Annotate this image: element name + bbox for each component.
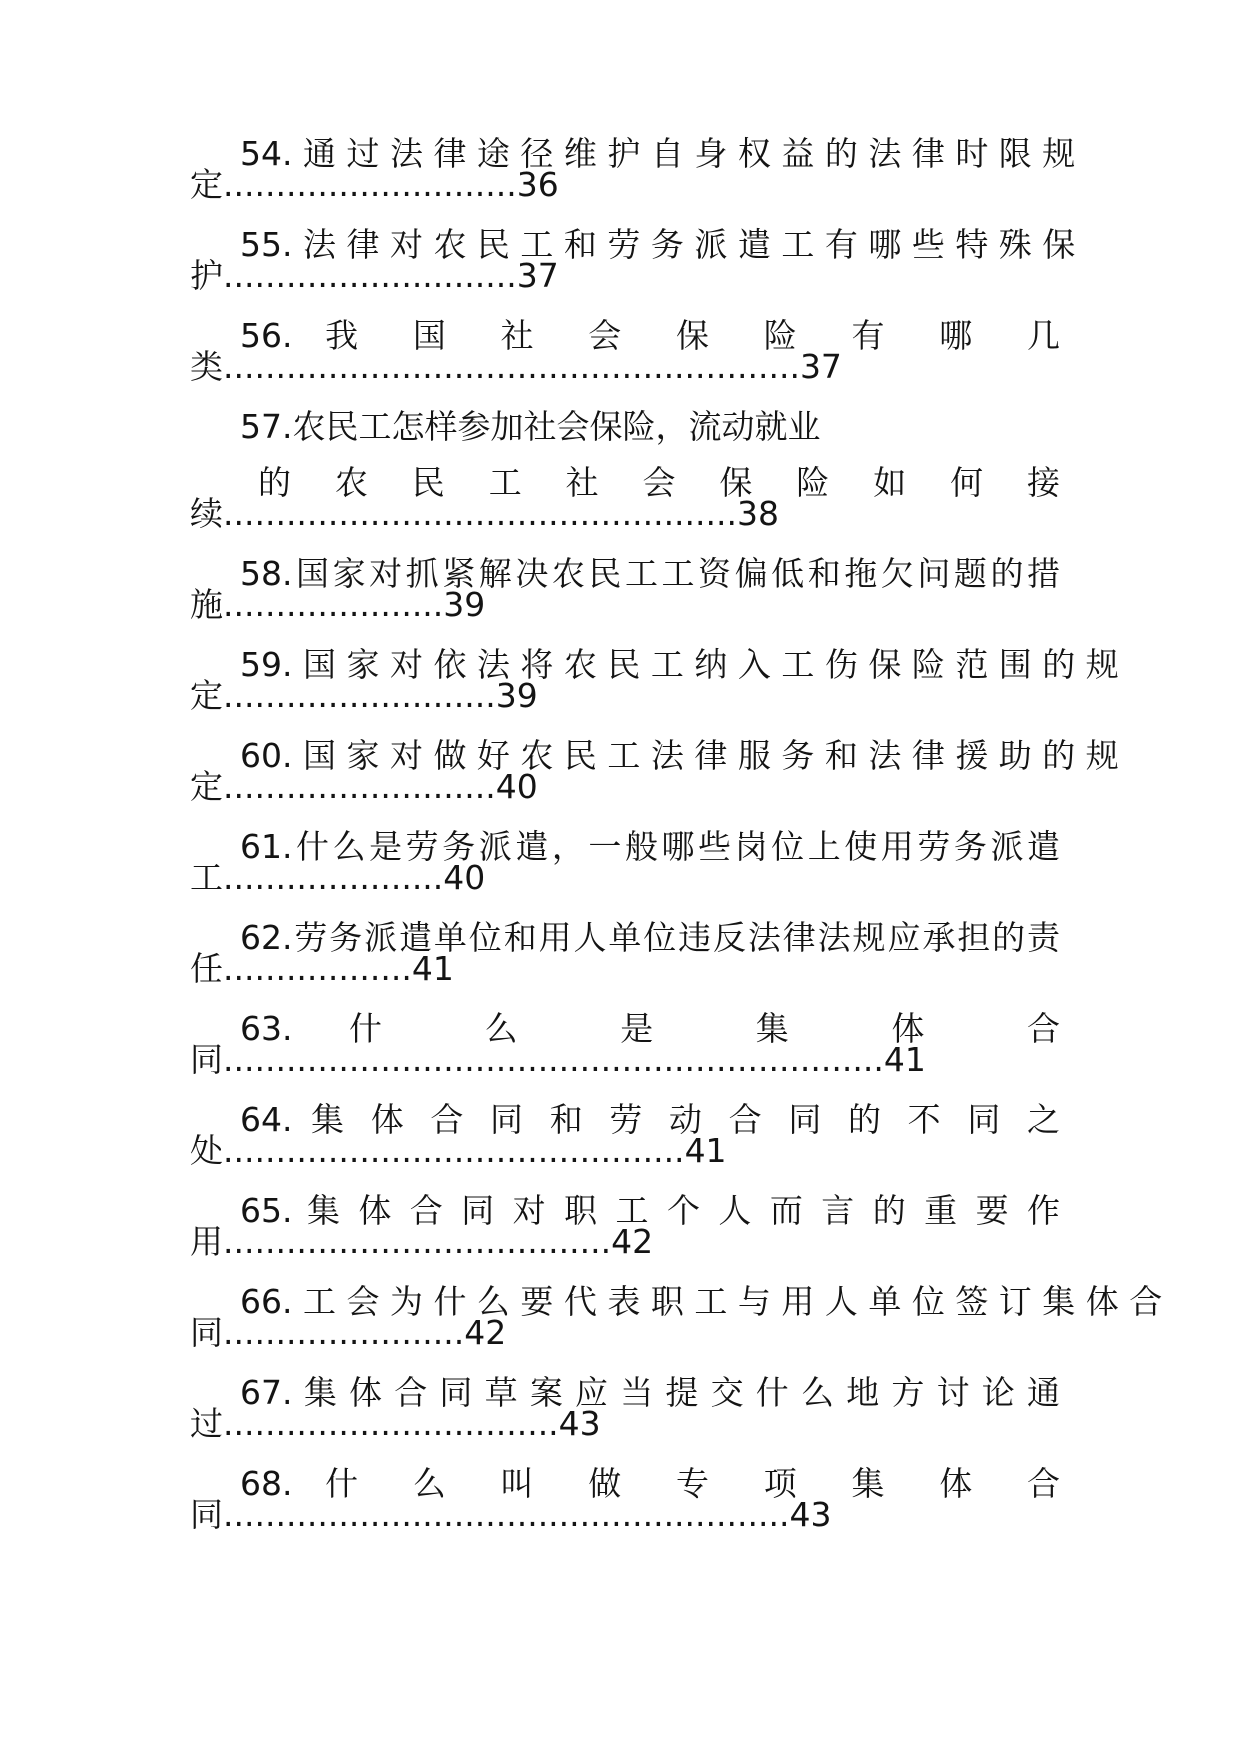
toc-entry-tail: 同 [190,1313,223,1352]
toc-entry-continuation [190,1313,1060,1352]
toc-entry-tail: 同 [190,1495,223,1534]
toc-entry-title: 58.国家对抓紧解决农民工工资偏低和拖欠问题的措 [240,554,1060,593]
toc-entry-title: 65. 集 体 合 同 对 职 工 个 人 而 言 的 重 要 作 [240,1191,1060,1230]
toc-leader-dots: ............................ [223,165,517,204]
toc-page-number: 43 [558,1404,601,1443]
toc-entry-continuation [190,165,1060,204]
toc-leader-dots: .................. [223,949,412,988]
toc-entry-continuation [190,1495,1060,1534]
toc-entry-62[interactable] [190,918,1060,988]
toc-entry-64[interactable] [190,1100,1060,1170]
toc-entry-60[interactable] [190,736,1119,806]
toc-leader-dots: ....................................................... [223,347,800,386]
table-of-contents [190,134,1163,1534]
toc-leader-dots: ..................... [223,585,444,624]
toc-page-number: 41 [883,1040,926,1079]
toc-entry-68[interactable] [190,1464,1060,1534]
toc-page-number: 39 [495,676,538,715]
toc-entry-63[interactable] [190,1009,1060,1079]
toc-entry-continuation [190,494,1060,533]
toc-leader-dots: ............................................................... [223,1040,884,1079]
toc-page-number: 41 [411,949,454,988]
toc-entry-66[interactable] [190,1282,1163,1352]
toc-entry-title: 60. 国 家 对 做 好 农 民 工 法 律 服 务 和 法 律 援 助 的 规 [240,736,1119,775]
toc-page-number: 43 [789,1495,832,1534]
toc-leader-dots: ................................................. [223,494,737,533]
toc-entry-tail: 定 [190,165,223,204]
toc-page-number: 40 [495,767,538,806]
toc-entry-title: 64. 集 体 合 同 和 劳 动 合 同 的 不 同 之 [240,1100,1060,1139]
toc-leader-dots: ............................................ [223,1131,685,1170]
toc-entry-title: 59. 国 家 对 依 法 将 农 民 工 纳 入 工 伤 保 险 范 围 的 规 [240,645,1119,684]
toc-entry-continuation [190,767,1060,806]
toc-leader-dots: ....................... [223,1313,465,1352]
toc-entry-61[interactable] [190,827,1060,897]
toc-entry-56[interactable] [190,316,1060,386]
toc-entry-tail: 处 [190,1131,223,1170]
toc-entry-67[interactable] [190,1373,1060,1443]
toc-entry-tail: 工 [190,858,223,897]
toc-leader-dots: ................................ [223,1404,559,1443]
toc-entry-tail: 续 [190,494,223,533]
toc-entry-59[interactable] [190,645,1119,715]
toc-entry-title: 56. 我 国 社 会 保 险 有 哪 几 [240,316,1060,355]
toc-entry-continuation [190,347,1060,386]
toc-entry-58[interactable] [190,554,1060,624]
toc-entry-57[interactable] [190,407,1060,446]
toc-leader-dots: ...................................................... [223,1495,790,1534]
toc-page-number: 37 [799,347,842,386]
toc-leader-dots: .......................... [223,767,496,806]
toc-page-number: 41 [684,1131,727,1170]
toc-entry-57-continued[interactable] [190,463,1060,533]
toc-entry-tail: 定 [190,676,223,715]
toc-entry-continuation [190,1040,1060,1079]
toc-entry-55[interactable] [190,225,1076,295]
toc-entry-continuation [190,1404,1060,1443]
toc-entry-continuation [190,585,1060,624]
toc-entry-continuation [190,858,1060,897]
toc-entry-continuation [190,256,1060,295]
toc-page-number: 38 [737,494,779,533]
toc-entry-tail: 过 [190,1404,223,1443]
toc-entry-tail: 类 [190,347,223,386]
toc-entry-tail: 施 [190,585,223,624]
toc-leader-dots: .......................... [223,676,496,715]
toc-entry-title: 55. 法 律 对 农 民 工 和 劳 务 派 遣 工 有 哪 些 特 殊 保 [240,225,1076,264]
toc-entry-tail: 用 [190,1222,223,1261]
toc-entry-tail: 同 [190,1040,223,1079]
toc-entry-title: 的 农 民 工 社 会 保 险 如 何 接 [258,463,1060,502]
toc-page-number: 39 [443,585,486,624]
toc-entry-title: 68. 什 么 叫 做 专 项 集 体 合 [240,1464,1060,1503]
toc-leader-dots: ............................ [223,256,517,295]
toc-entry-title: 67. 集 体 合 同 草 案 应 当 提 交 什 么 地 方 讨 论 通 [240,1373,1060,1412]
toc-entry-continuation [190,1131,1060,1170]
toc-entry-54[interactable] [190,134,1076,204]
toc-leader-dots: ..................................... [223,1222,612,1261]
toc-leader-dots: ..................... [223,858,444,897]
toc-entry-title: 62.劳务派遣单位和用人单位违反法律法规应承担的责 [240,918,1060,957]
toc-page-number: 42 [611,1222,654,1261]
toc-entry-tail: 任 [190,949,223,988]
toc-entry-title: 54. 通 过 法 律 途 径 维 护 自 身 权 益 的 法 律 时 限 规 [240,134,1076,173]
toc-entry-continuation [190,949,1060,988]
toc-page-number: 37 [516,256,559,295]
toc-entry-tail: 护 [190,256,223,295]
toc-entry-title: 61.什么是劳务派遣，一般哪些岗位上使用劳务派遣 [240,827,1060,866]
toc-entry-continuation [190,1222,1060,1261]
toc-page-number: 42 [464,1313,507,1352]
toc-entry-title: 57.农民工怎样参加社会保险，流动就业 [240,407,821,446]
toc-entry-tail: 定 [190,767,223,806]
toc-entry-title: 63. 什 么 是 集 体 合 [240,1009,1060,1048]
toc-page-number: 40 [443,858,486,897]
toc-entry-65[interactable] [190,1191,1060,1261]
toc-entry-title: 66. 工 会 为 什 么 要 代 表 职 工 与 用 人 单 位 签 订 集 体 合 [240,1282,1163,1321]
toc-entry-continuation [190,676,1060,715]
toc-page-number: 36 [516,165,559,204]
